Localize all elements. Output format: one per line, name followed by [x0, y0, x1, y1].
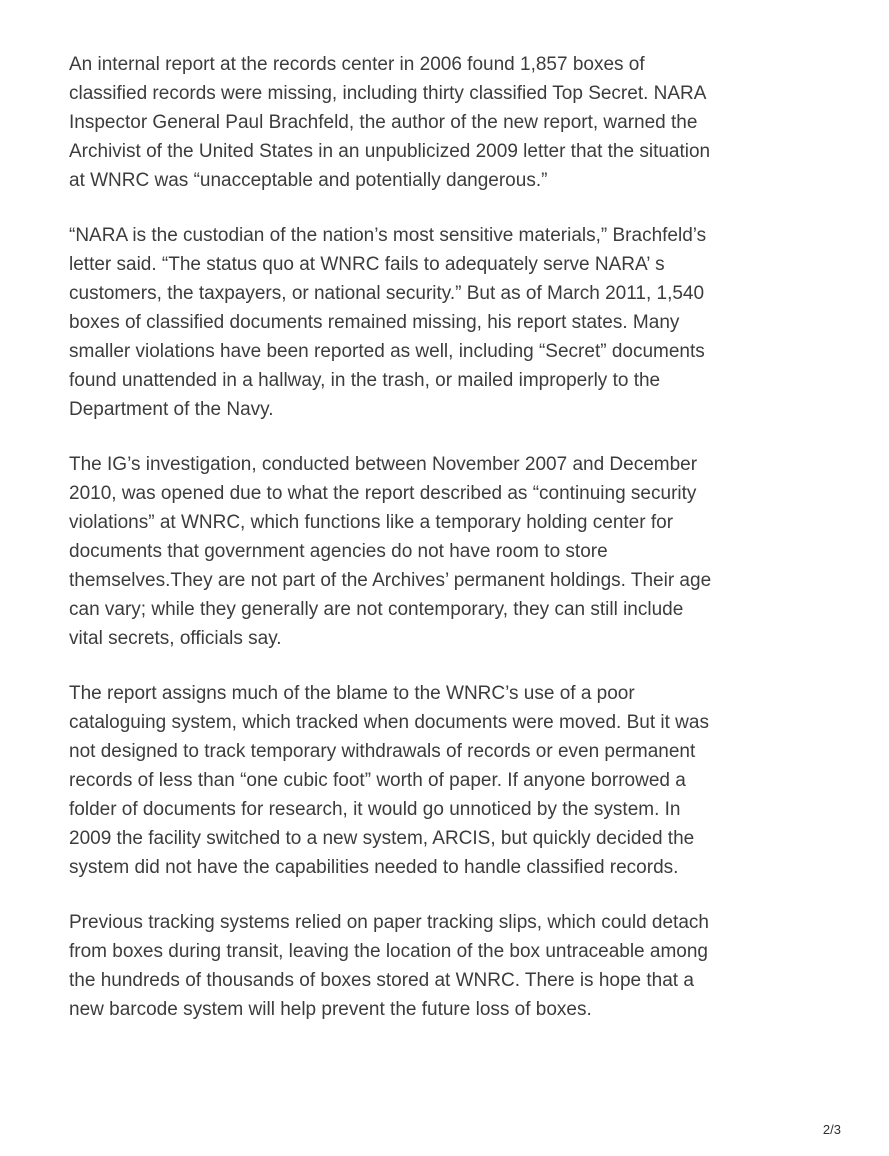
text-line: system did not have the capabilities needed to handle classified records.: [69, 857, 679, 878]
page-indicator: 2/3: [822, 1122, 841, 1137]
paragraph: [69, 679, 809, 882]
text-line: vital secrets, officials say.: [69, 628, 282, 649]
text-line: letter said. “The status quo at WNRC fails to adequately serve NARA’ s: [69, 254, 665, 275]
text-line: violations” at WNRC, which functions like a temporary holding center for: [69, 512, 674, 533]
text-line: smaller violations have been reported as well, including “Secret” documents: [69, 341, 705, 362]
text-line: at WNRC was “unacceptable and potentially dangerous.”: [69, 170, 548, 191]
paragraph: [69, 450, 809, 653]
text-line: customers, the taxpayers, or national security.” But as of March 2011, 1,540: [69, 283, 705, 304]
text-line: folder of documents for research, it would go unnoticed by the system. In: [69, 799, 681, 820]
text-line: the hundreds of thousands of boxes stored at WNRC. There is hope that a: [69, 970, 694, 991]
text-line: not designed to track temporary withdrawals of records or even permanent: [69, 741, 696, 762]
text-line: classified records were missing, including thirty classified Top Secret. NARA: [69, 83, 707, 104]
paragraph: [69, 908, 809, 1024]
text-line: found unattended in a hallway, in the trash, or mailed improperly to the: [69, 370, 661, 391]
text-line: The IG’s investigation, conducted between November 2007 and December: [69, 454, 698, 475]
text-line: new barcode system will help prevent the future loss of boxes.: [69, 999, 592, 1020]
text-line: Inspector General Paul Brachfeld, the author of the new report, warned the: [69, 112, 698, 133]
text-line: 2009 the facility switched to a new system, ARCIS, but quickly decided the: [69, 828, 695, 849]
text-line: from boxes during transit, leaving the location of the box untraceable among: [69, 941, 708, 962]
text-line: records of less than “one cubic foot” worth of paper. If anyone borrowed a: [69, 770, 686, 791]
paragraph: [69, 221, 809, 424]
text-line: An internal report at the records center in 2006 found 1,857 boxes of: [69, 54, 645, 75]
text-line: Department of the Navy.: [69, 399, 274, 420]
text-line: documents that government agencies do not have room to store: [69, 541, 608, 562]
document-body: [69, 50, 809, 1050]
text-line: Previous tracking systems relied on paper tracking slips, which could detach: [69, 912, 709, 933]
text-line: can vary; while they generally are not contemporary, they can still include: [69, 599, 684, 620]
text-line: cataloguing system, which tracked when documents were moved. But it was: [69, 712, 709, 733]
text-line: boxes of classified documents remained missing, his report states. Many: [69, 312, 680, 333]
paragraph: [69, 50, 809, 195]
text-line: 2010, was opened due to what the report described as “continuing security: [69, 483, 697, 504]
text-line: Archivist of the United States in an unpublicized 2009 letter that the situation: [69, 141, 711, 162]
text-line: themselves.They are not part of the Archives’ permanent holdings. Their age: [69, 570, 712, 591]
text-line: The report assigns much of the blame to the WNRC’s use of a poor: [69, 683, 635, 704]
text-line: “NARA is the custodian of the nation’s most sensitive materials,” Brachfeld’s: [69, 225, 707, 246]
